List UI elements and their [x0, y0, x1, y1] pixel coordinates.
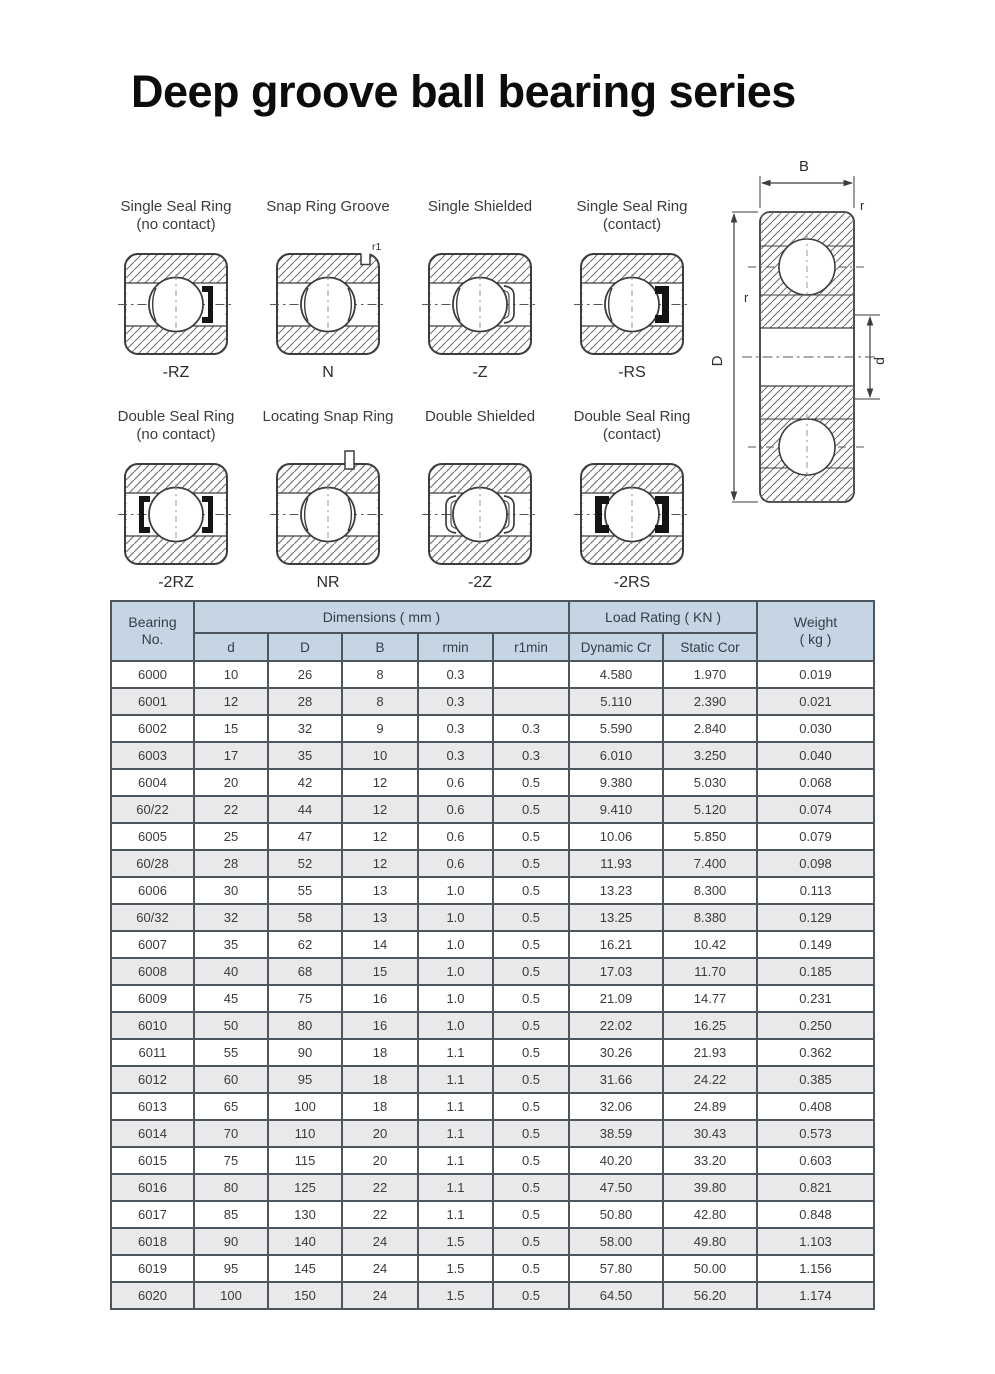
value-cell: 22 [194, 796, 268, 823]
header-bearing-no: Bearing No. [111, 601, 194, 661]
bearing-locating-snap-ring-icon [270, 448, 386, 572]
table-row [111, 1147, 874, 1174]
bearing-no-cell: 60/32 [111, 904, 194, 931]
groove-gap [362, 250, 370, 255]
outer-diameter-label: D [709, 355, 726, 367]
value-cell: 0.5 [493, 1120, 569, 1147]
value-cell: 1.1 [418, 1147, 493, 1174]
value-cell: 24 [342, 1255, 418, 1282]
value-cell: 32 [268, 715, 342, 742]
suffix-code: -Z [472, 364, 488, 381]
value-cell [493, 688, 569, 715]
value-cell: 15 [342, 958, 418, 985]
value-cell: 0.5 [493, 931, 569, 958]
value-cell: 22 [342, 1201, 418, 1228]
value-cell: 0.5 [493, 958, 569, 985]
bearing-no-cell: 6010 [111, 1012, 194, 1039]
value-cell: 20 [342, 1120, 418, 1147]
value-cell: 40.20 [569, 1147, 663, 1174]
value-cell: 95 [194, 1255, 268, 1282]
value-cell: 13.23 [569, 877, 663, 904]
bearing-single-shielded-icon [422, 238, 538, 362]
value-cell: 1.0 [418, 958, 493, 985]
diagram-title: Snap Ring Groove [266, 198, 390, 215]
value-cell: 17 [194, 742, 268, 769]
value-cell: 85 [194, 1201, 268, 1228]
r-left-label: r [744, 290, 749, 305]
bearing-no-cell: 6011 [111, 1039, 194, 1066]
value-cell: 21.09 [569, 985, 663, 1012]
value-cell: 32 [194, 904, 268, 931]
value-cell: 5.030 [663, 769, 757, 796]
value-cell: 11.93 [569, 850, 663, 877]
value-cell: 1.5 [418, 1255, 493, 1282]
bearing-no-cell: 6009 [111, 985, 194, 1012]
value-cell: 56.20 [663, 1282, 757, 1309]
value-cell: 5.850 [663, 823, 757, 850]
value-cell: 0.068 [757, 769, 874, 796]
value-cell: 57.80 [569, 1255, 663, 1282]
value-cell: 0.019 [757, 661, 874, 688]
table-row [111, 1201, 874, 1228]
bearing-double-seal-noncontact-icon [118, 448, 234, 572]
value-cell: 16.21 [569, 931, 663, 958]
table-row [111, 958, 874, 985]
value-cell: 25 [194, 823, 268, 850]
value-cell: 115 [268, 1147, 342, 1174]
value-cell: 6.010 [569, 742, 663, 769]
value-cell: 1.1 [418, 1201, 493, 1228]
value-cell: 1.1 [418, 1120, 493, 1147]
suffix-code: -2Z [468, 574, 492, 591]
value-cell: 0.5 [493, 1228, 569, 1255]
table-row [111, 688, 874, 715]
diagram-title: Single Seal Ring (no contact) [120, 198, 232, 233]
value-cell: 110 [268, 1120, 342, 1147]
value-cell: 0.5 [493, 1282, 569, 1309]
table-row [111, 769, 874, 796]
value-cell: 0.3 [418, 688, 493, 715]
value-cell: 14 [342, 931, 418, 958]
table-row [111, 742, 874, 769]
diagram-card-rs [556, 198, 708, 382]
bearing-no-cell: 6014 [111, 1120, 194, 1147]
value-cell: 52 [268, 850, 342, 877]
value-cell: 17.03 [569, 958, 663, 985]
value-cell: 0.079 [757, 823, 874, 850]
value-cell: 24.22 [663, 1066, 757, 1093]
value-cell: 0.5 [493, 1201, 569, 1228]
value-cell: 0.5 [493, 796, 569, 823]
value-cell: 0.074 [757, 796, 874, 823]
bearing-single-seal-noncontact-icon [118, 238, 234, 362]
bearing-no-cell: 6018 [111, 1228, 194, 1255]
value-cell: 55 [194, 1039, 268, 1066]
value-cell: 49.80 [663, 1228, 757, 1255]
value-cell: 65 [194, 1093, 268, 1120]
value-cell: 0.362 [757, 1039, 874, 1066]
value-cell: 10 [342, 742, 418, 769]
header-col-rmin: rmin [418, 633, 493, 661]
value-cell: 0.5 [493, 769, 569, 796]
value-cell: 75 [268, 985, 342, 1012]
suffix-code: -RS [618, 364, 646, 381]
value-cell: 30.26 [569, 1039, 663, 1066]
value-cell: 9 [342, 715, 418, 742]
bearing-no-cell: 6016 [111, 1174, 194, 1201]
bearing-no-cell: 6005 [111, 823, 194, 850]
diagram-card-rz [100, 198, 252, 382]
diagram-title: Double Seal Ring (contact) [573, 408, 691, 443]
value-cell: 16 [342, 985, 418, 1012]
value-cell: 0.149 [757, 931, 874, 958]
value-cell: 5.590 [569, 715, 663, 742]
value-cell: 0.5 [493, 1066, 569, 1093]
value-cell: 10.42 [663, 931, 757, 958]
table-row [111, 1039, 874, 1066]
value-cell: 0.6 [418, 850, 493, 877]
value-cell: 42 [268, 769, 342, 796]
value-cell: 3.250 [663, 742, 757, 769]
value-cell: 12 [342, 850, 418, 877]
value-cell: 47 [268, 823, 342, 850]
bearing-no-cell: 6001 [111, 688, 194, 715]
value-cell: 1.970 [663, 661, 757, 688]
value-cell: 4.580 [569, 661, 663, 688]
bearing-no-cell: 6003 [111, 742, 194, 769]
value-cell: 0.040 [757, 742, 874, 769]
table-row [111, 931, 874, 958]
value-cell: 68 [268, 958, 342, 985]
r-top-label: r [860, 198, 865, 213]
bearing-cross-section-icon [700, 150, 890, 560]
table-row [111, 904, 874, 931]
header-col-B: B [342, 633, 418, 661]
value-cell: 145 [268, 1255, 342, 1282]
value-cell: 0.5 [493, 850, 569, 877]
value-cell: 1.0 [418, 877, 493, 904]
value-cell: 1.1 [418, 1066, 493, 1093]
value-cell: 1.0 [418, 904, 493, 931]
snap-ring-groove-notch [361, 255, 370, 265]
table-row [111, 1174, 874, 1201]
value-cell: 64.50 [569, 1282, 663, 1309]
value-cell: 24 [342, 1282, 418, 1309]
value-cell: 0.5 [493, 1174, 569, 1201]
value-cell: 0.231 [757, 985, 874, 1012]
header-weight: Weight ( kg ) [757, 601, 874, 661]
value-cell: 0.030 [757, 715, 874, 742]
bearing-no-cell: 6020 [111, 1282, 194, 1309]
value-cell: 50.80 [569, 1201, 663, 1228]
value-cell: 90 [268, 1039, 342, 1066]
value-cell: 90 [194, 1228, 268, 1255]
value-cell: 1.174 [757, 1282, 874, 1309]
value-cell: 12 [342, 769, 418, 796]
value-cell: 8 [342, 661, 418, 688]
bearing-single-seal-contact-icon [574, 238, 690, 362]
table-row [111, 850, 874, 877]
table-row [111, 1282, 874, 1309]
value-cell: 50.00 [663, 1255, 757, 1282]
value-cell: 31.66 [569, 1066, 663, 1093]
bearing-spec-table [110, 600, 875, 1310]
value-cell: 150 [268, 1282, 342, 1309]
value-cell: 18 [342, 1066, 418, 1093]
value-cell: 22 [342, 1174, 418, 1201]
value-cell: 38.59 [569, 1120, 663, 1147]
value-cell: 5.110 [569, 688, 663, 715]
bearing-no-cell: 6013 [111, 1093, 194, 1120]
value-cell: 0.5 [493, 1039, 569, 1066]
value-cell: 8.380 [663, 904, 757, 931]
value-cell: 10.06 [569, 823, 663, 850]
value-cell: 130 [268, 1201, 342, 1228]
value-cell: 0.573 [757, 1120, 874, 1147]
value-cell: 0.3 [493, 715, 569, 742]
value-cell: 140 [268, 1228, 342, 1255]
value-cell: 50 [194, 1012, 268, 1039]
value-cell: 125 [268, 1174, 342, 1201]
table-row [111, 1120, 874, 1147]
value-cell: 30 [194, 877, 268, 904]
bearing-type-diagrams [100, 198, 708, 592]
diagram-title: Double Seal Ring (no contact) [117, 408, 235, 443]
table-body [111, 661, 874, 1309]
r1-annotation: r1 [372, 241, 382, 253]
bore-diameter-label: d [871, 357, 887, 365]
value-cell: 62 [268, 931, 342, 958]
table-row [111, 877, 874, 904]
bearing-no-cell: 6000 [111, 661, 194, 688]
diagram-card-2rz [100, 408, 252, 592]
table-row [111, 1255, 874, 1282]
value-cell: 0.848 [757, 1201, 874, 1228]
value-cell: 0.3 [418, 661, 493, 688]
page-title: Deep groove ball bearing series [131, 66, 796, 117]
value-cell: 1.0 [418, 931, 493, 958]
value-cell: 47.50 [569, 1174, 663, 1201]
table-row [111, 1012, 874, 1039]
header-col-static-cor: Static Cor [663, 633, 757, 661]
bearing-no-cell: 60/22 [111, 796, 194, 823]
value-cell: 100 [194, 1282, 268, 1309]
bearing-no-cell: 6007 [111, 931, 194, 958]
bearing-no-cell: 6015 [111, 1147, 194, 1174]
header-load-rating: Load Rating ( KN ) [569, 601, 757, 633]
value-cell: 0.385 [757, 1066, 874, 1093]
value-cell: 0.603 [757, 1147, 874, 1174]
table-row [111, 1228, 874, 1255]
value-cell: 55 [268, 877, 342, 904]
suffix-code: -RZ [162, 364, 190, 381]
bearing-no-cell: 6017 [111, 1201, 194, 1228]
value-cell: 75 [194, 1147, 268, 1174]
value-cell [493, 661, 569, 688]
value-cell: 9.380 [569, 769, 663, 796]
value-cell: 40 [194, 958, 268, 985]
value-cell: 16.25 [663, 1012, 757, 1039]
bearing-double-shielded-icon [422, 448, 538, 572]
header-col-r1min: r1min [493, 633, 569, 661]
value-cell: 16 [342, 1012, 418, 1039]
value-cell: 7.400 [663, 850, 757, 877]
b-dimension-label: B [798, 158, 810, 175]
suffix-code: -2RZ [158, 574, 194, 591]
value-cell: 33.20 [663, 1147, 757, 1174]
value-cell: 0.6 [418, 769, 493, 796]
value-cell: 0.3 [418, 715, 493, 742]
value-cell: 11.70 [663, 958, 757, 985]
value-cell: 0.5 [493, 1147, 569, 1174]
value-cell: 13.25 [569, 904, 663, 931]
bearing-no-cell: 6002 [111, 715, 194, 742]
bearing-no-cell: 6012 [111, 1066, 194, 1093]
value-cell: 1.156 [757, 1255, 874, 1282]
value-cell: 0.3 [493, 742, 569, 769]
value-cell: 0.6 [418, 796, 493, 823]
header-col-dynamic-cr: Dynamic Cr [569, 633, 663, 661]
value-cell: 100 [268, 1093, 342, 1120]
value-cell: 1.5 [418, 1228, 493, 1255]
suffix-code: NR [316, 574, 340, 591]
table-row [111, 823, 874, 850]
value-cell: 44 [268, 796, 342, 823]
value-cell: 20 [342, 1147, 418, 1174]
value-cell: 15 [194, 715, 268, 742]
value-cell: 9.410 [569, 796, 663, 823]
value-cell: 24 [342, 1228, 418, 1255]
table-row [111, 796, 874, 823]
header-col-d: d [194, 633, 268, 661]
value-cell: 0.5 [493, 985, 569, 1012]
value-cell: 2.840 [663, 715, 757, 742]
value-cell: 12 [194, 688, 268, 715]
value-cell: 58.00 [569, 1228, 663, 1255]
value-cell: 1.103 [757, 1228, 874, 1255]
bearing-no-cell: 60/28 [111, 850, 194, 877]
value-cell: 80 [268, 1012, 342, 1039]
value-cell: 8.300 [663, 877, 757, 904]
value-cell: 12 [342, 796, 418, 823]
value-cell: 0.6 [418, 823, 493, 850]
diagram-card-2rs [556, 408, 708, 592]
diagram-title: Double Shielded [424, 408, 536, 425]
value-cell: 70 [194, 1120, 268, 1147]
diagram-card-z [404, 198, 556, 382]
value-cell: 95 [268, 1066, 342, 1093]
table-row [111, 1093, 874, 1120]
suffix-code: N [322, 364, 334, 381]
value-cell: 0.3 [418, 742, 493, 769]
header-col-D: D [268, 633, 342, 661]
table-row [111, 661, 874, 688]
value-cell: 35 [194, 931, 268, 958]
suffix-code: -2RS [613, 574, 651, 591]
value-cell: 28 [268, 688, 342, 715]
value-cell: 8 [342, 688, 418, 715]
value-cell: 60 [194, 1066, 268, 1093]
diagram-title: Single Shielded [427, 198, 533, 215]
value-cell: 1.1 [418, 1174, 493, 1201]
diagram-card-2z [404, 408, 556, 592]
value-cell: 10 [194, 661, 268, 688]
value-cell: 18 [342, 1093, 418, 1120]
value-cell: 0.821 [757, 1174, 874, 1201]
value-cell: 24.89 [663, 1093, 757, 1120]
value-cell: 1.0 [418, 1012, 493, 1039]
value-cell: 35 [268, 742, 342, 769]
value-cell: 0.5 [493, 1255, 569, 1282]
value-cell: 0.5 [493, 1012, 569, 1039]
value-cell: 22.02 [569, 1012, 663, 1039]
value-cell: 14.77 [663, 985, 757, 1012]
value-cell: 1.1 [418, 1093, 493, 1120]
value-cell: 0.408 [757, 1093, 874, 1120]
value-cell: 1.5 [418, 1282, 493, 1309]
value-cell: 28 [194, 850, 268, 877]
bearing-no-cell: 6004 [111, 769, 194, 796]
bearing-double-seal-contact-icon [574, 448, 690, 572]
value-cell: 1.1 [418, 1039, 493, 1066]
value-cell: 18 [342, 1039, 418, 1066]
snap-ring-pin [345, 451, 354, 469]
value-cell: 26 [268, 661, 342, 688]
diagram-title: Locating Snap Ring [262, 408, 394, 425]
value-cell: 0.5 [493, 904, 569, 931]
diagram-card-n [252, 198, 404, 382]
table-row [111, 985, 874, 1012]
value-cell: 0.5 [493, 1093, 569, 1120]
table-row [111, 715, 874, 742]
bearing-snap-ring-groove-icon [270, 238, 386, 362]
value-cell: 0.098 [757, 850, 874, 877]
value-cell: 2.390 [663, 688, 757, 715]
table-row [111, 1066, 874, 1093]
value-cell: 0.185 [757, 958, 874, 985]
header-dimensions: Dimensions ( mm ) [194, 601, 569, 633]
value-cell: 0.021 [757, 688, 874, 715]
value-cell: 80 [194, 1174, 268, 1201]
value-cell: 13 [342, 877, 418, 904]
value-cell: 13 [342, 904, 418, 931]
value-cell: 42.80 [663, 1201, 757, 1228]
value-cell: 32.06 [569, 1093, 663, 1120]
value-cell: 12 [342, 823, 418, 850]
bearing-no-cell: 6008 [111, 958, 194, 985]
value-cell: 45 [194, 985, 268, 1012]
cross-section-diagram [700, 150, 890, 565]
value-cell: 20 [194, 769, 268, 796]
bearing-no-cell: 6019 [111, 1255, 194, 1282]
value-cell: 58 [268, 904, 342, 931]
value-cell: 0.250 [757, 1012, 874, 1039]
value-cell: 1.0 [418, 985, 493, 1012]
bearing-no-cell: 6006 [111, 877, 194, 904]
value-cell: 0.5 [493, 823, 569, 850]
value-cell: 39.80 [663, 1174, 757, 1201]
value-cell: 30.43 [663, 1120, 757, 1147]
value-cell: 5.120 [663, 796, 757, 823]
value-cell: 0.5 [493, 877, 569, 904]
value-cell: 0.129 [757, 904, 874, 931]
value-cell: 21.93 [663, 1039, 757, 1066]
diagram-card-nr [252, 408, 404, 592]
value-cell: 0.113 [757, 877, 874, 904]
diagram-title: Single Seal Ring (contact) [576, 198, 688, 233]
